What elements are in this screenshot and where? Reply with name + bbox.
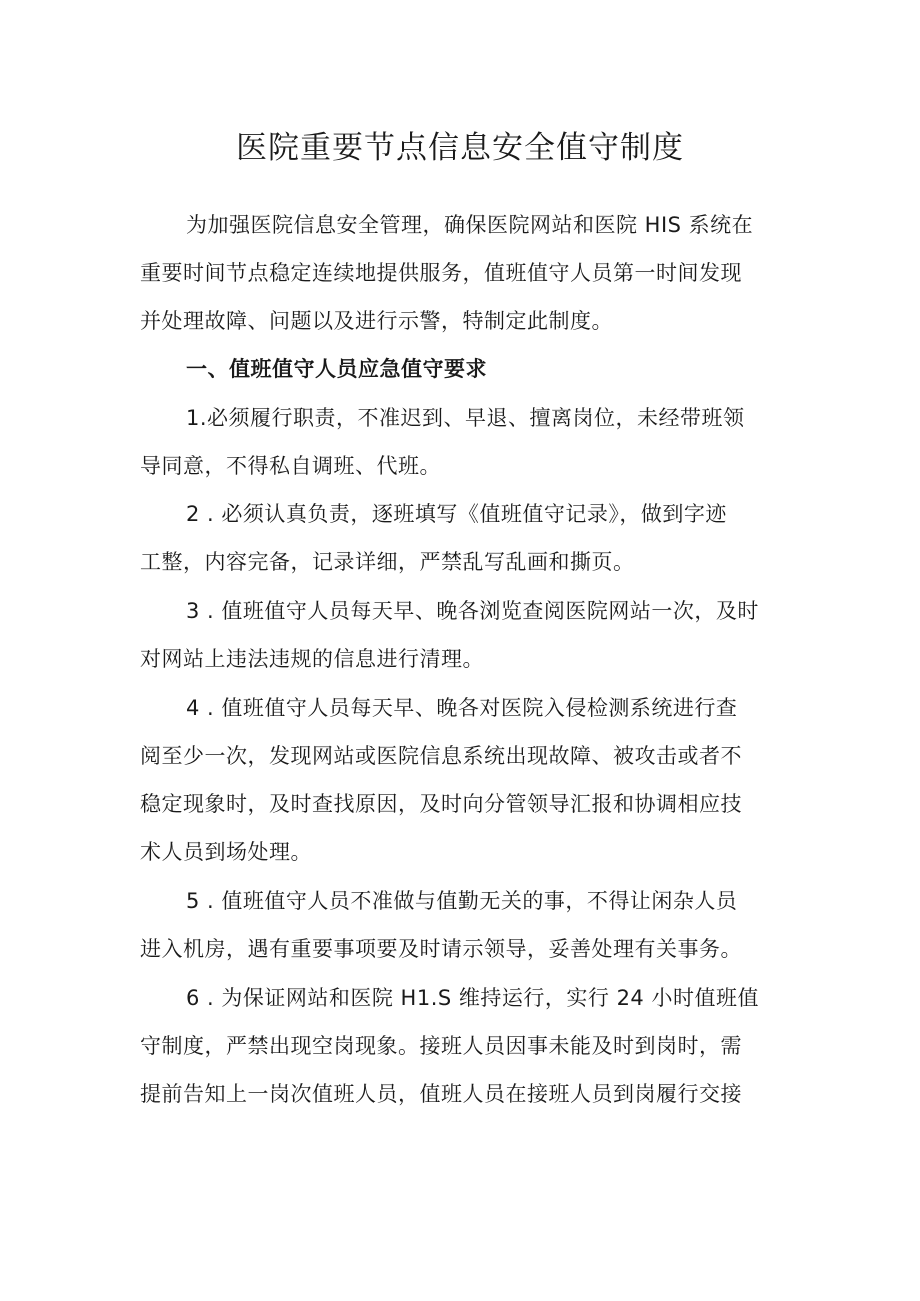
paragraph-line: 导同意，不得私自调班、代班。: [140, 454, 441, 478]
rule-item-4: [140, 684, 800, 876]
paragraph-line: 提前告知上一岗次值班人员，值班人员在接班人员到岗履行交接: [140, 1082, 742, 1106]
paragraph-line: 3 . 值班值守人员每天早、晚各浏览查阅医院网站一次，及时: [186, 599, 759, 623]
paragraph-line: 进入机房，遇有重要事项要及时请示领导，妥善处理有关事务。: [140, 937, 742, 961]
paragraph-line: 5 . 值班值守人员不准做与值勤无关的事，不得让闲杂人员: [186, 889, 738, 913]
paragraph-line: 2 . 必须认真负责，逐班填写《值班值守记录》，做到字迹: [186, 502, 727, 526]
rule-item-2: [140, 490, 800, 586]
rule-item-6: [140, 974, 800, 1118]
paragraph-line: 阅至少一次，发现网站或医院信息系统出现故障、被攻击或者不: [140, 744, 742, 768]
intro-paragraph: [140, 201, 800, 345]
paragraph-line: 6 . 为保证网站和医院 H1.S 维持运行，实行 24 小时值班值: [186, 986, 759, 1010]
paragraph-line: 重要时间节点稳定连续地提供服务，值班值守人员第一时间发现: [140, 261, 742, 285]
paragraph-line: 为加强医院信息安全管理，确保医院网站和医院 HIS 系统在: [186, 213, 754, 237]
paragraph-line: 稳定现象时，及时查找原因，及时向分管领导汇报和协调相应技: [140, 792, 742, 816]
rule-item-5: [140, 877, 800, 973]
section-heading: 一、值班值守人员应急值守要求: [186, 357, 487, 381]
rule-item-1: [140, 394, 800, 490]
paragraph-line: 工整，内容完备，记录详细，严禁乱写乱画和撕页。: [140, 550, 635, 574]
document-title: 医院重要节点信息安全值守制度: [236, 130, 684, 166]
rule-item-3: [140, 587, 800, 683]
paragraph-line: 并处理故障、问题以及进行示警，特制定此制度。: [140, 309, 613, 333]
paragraph-line: 术人员到场处理。: [140, 840, 312, 864]
paragraph-line: 对网站上违法违规的信息进行清理。: [140, 647, 484, 671]
paragraph-line: 守制度，严禁出现空岗现象。接班人员因事未能及时到岗时，需: [140, 1034, 742, 1058]
paragraph-line: 1.必须履行职责，不准迟到、早退、擅离岗位，未经带班领: [186, 406, 745, 430]
paragraph-line: 4 . 值班值守人员每天早、晚各对医院入侵检测系统进行查: [186, 696, 738, 720]
